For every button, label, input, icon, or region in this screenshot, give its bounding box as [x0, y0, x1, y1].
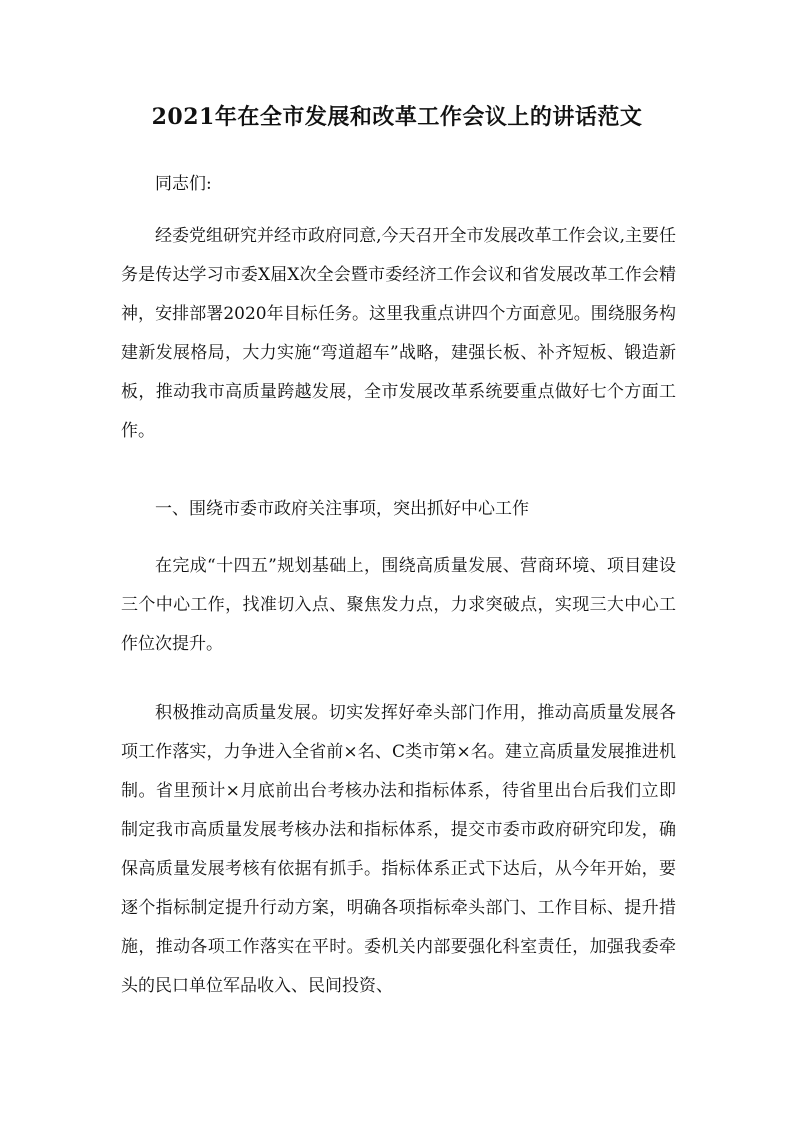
- document-title: 2021年在全市发展和改革工作会议上的讲话范文: [151, 104, 643, 130]
- intro-paragraph: 经委党组研究并经市政府同意,今天召开全市发展改革工作会议,主要任务是传达学习市委X届X次全会暨市委经济工作会议和省发展改革工作会精神，安排部署2020年目标任务。这里我重点讲四个方面意见。围绕服务构建新发展格局，大力实施“弯道超车”战略，建强长板、补齐短板、锻造新板，推动我市高质量跨越发展，全市发展改革系统要重点做好七个方面工作。: [121, 226, 676, 441]
- section-paragraph-1: 在完成“十四五”规划基础上，围绕高质量发展、营商环境、项目建设三个中心工作，找准切入点、聚焦发力点，力求突破点，实现三大中心工作位次提升。: [121, 556, 676, 654]
- section-heading: 一、围绕市委市政府关注事项，突出抓好中心工作: [155, 499, 529, 519]
- salutation: 同志们:: [155, 174, 212, 194]
- section-paragraph-2: 积极推动高质量发展。切实发挥好牵头部门作用，推动高质量发展各项工作落实，力争进入全省前×名、C类市第×名。建立高质量发展推进机制。省里预计×月底前出台考核办法和指标体系，待省里出台后我们立即制定我市高质量发展考核办法和指标体系，提交市委市政府研究印发，确保高质量发展考核有依据有抓手。指标体系正式下达后，从今年开始，要逐个指标制定提升行动方案，明确各项指标牵头部门、工作目标、提升措施，推动各项工作落实在平时。委机关内部要强化科室责任，加强我委牵头的民口单位军品收入、民间投资、: [121, 703, 676, 996]
